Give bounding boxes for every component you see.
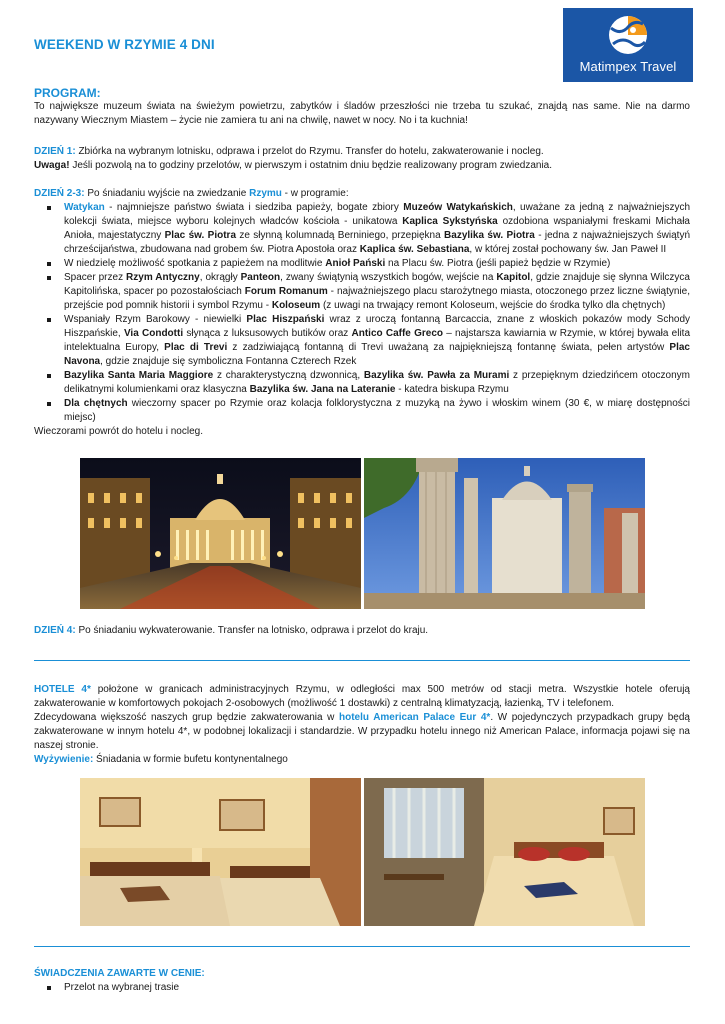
keyword: Kapitol [496, 272, 531, 283]
keyword: Bazylika Santa Maria Maggiore [64, 370, 214, 381]
keyword: Bazylika św. Pawła za Murami [363, 370, 510, 381]
page-title: WEEKEND W RZYMIE 4 DNI [34, 37, 215, 52]
keyword: Dla chętnych [64, 398, 128, 409]
photo-hotel-room-2 [364, 778, 645, 926]
day23-list [64, 201, 690, 425]
hotel-text: . W pojedynczych przypadkach grupy będą zakwaterowane w innym hotelu 4*, w podobnej lokalizacji i standardzie. W przypadku hotelu innego niż American Palace, informacja pojawi się na naszej stronie. [34, 712, 690, 751]
logo-text: Matimpex Travel [579, 59, 677, 74]
keyword: Plac di Trevi [164, 342, 228, 353]
hotel-room-twin-illustration [80, 778, 361, 926]
city-name: Rzymu [249, 188, 282, 199]
keyword: Panteon [240, 272, 281, 283]
note-text: Jeśli pozwolą na to godziny przelotów, w pierwszym i ostatnim dniu będzie realizowany program zwiedzania. [69, 160, 553, 171]
photo-roman-forum [364, 458, 645, 609]
text: - najmniejsze państwo świata i siedziba papieży, bogate zbiory [104, 202, 404, 213]
keyword: Plac św. Piotra [164, 230, 237, 241]
text: - jedna z najważniejszych świątyń chrześcijaństwa, zbudowana nad grobem św. Piotra Apostoła oraz [64, 230, 691, 255]
hotel-text: Zdecydowana większość naszych grup będzie zakwaterowania w [34, 712, 339, 723]
list-item [64, 201, 690, 257]
day23-evening: Wieczorami powrót do hotelu i nocleg. [34, 426, 203, 437]
keyword: Plac Navona [64, 342, 690, 367]
meals-text: Śniadania w formie bufetu kontynentalnego [93, 754, 288, 765]
program-section [34, 86, 690, 128]
keyword: Rzym Antyczny [126, 272, 200, 283]
day23-intro-text: Po śniadaniu wyjście na zwiedzanie [84, 188, 250, 199]
hotel-paragraph-2 [34, 711, 690, 753]
text: z zadziwiającą fontanną di Trevi uważaną za najpiękniejszą fontannę świata, pełen artystów [227, 342, 670, 353]
roman-forum-illustration [364, 458, 645, 609]
text: , w której został pochowany św. Jan Paweł II [469, 244, 667, 255]
program-intro: To największe muzeum świata na świeżym powietrzu, zabytków i śladów przeszłości nie trzeba tu szukać, znajdą nas same. Nie na darmo nazywany Wiecznym Miastem – życie nie zamiera tu ani na chwilę, nawet w nocy. No i ta kuchnia! [34, 101, 690, 126]
list-item [64, 397, 690, 425]
included-heading: ŚWIADCZENIA ZAWARTE W CENIE: [34, 968, 205, 979]
keyword: Watykan [64, 202, 105, 213]
hotel-label: HOTELE 4* [34, 684, 91, 695]
divider [34, 946, 690, 947]
list-item [64, 257, 690, 271]
list-item [64, 313, 690, 369]
day1-text: Zbiórka na wybranym lotnisku, odprawa i przelot do Rzymu. Transfer do hotelu, zakwaterowanie i nocleg. [75, 146, 544, 157]
text: słynąca z luksusowych butików oraz [183, 328, 352, 339]
included-list [64, 981, 690, 995]
text: - katedra biskupa Rzymu [395, 384, 509, 395]
list-item [64, 271, 690, 313]
day4-text: Po śniadaniu wykwaterowanie. Transfer na lotnisko, odprawa i przelot do kraju. [75, 625, 429, 636]
keyword: Via Condotti [123, 328, 184, 339]
text: Wspaniały Rzym Barokowy - niewielki [64, 314, 247, 325]
text: (z uwagi na trwający remont Koloseum, wejście do środka tylko dla chętnych) [320, 300, 666, 311]
text: - najważniejszego placu starożytnego miasta, otoczonego przez liczne świątynie, przejście pod pomnik historii i symbol Rzymu - [64, 286, 690, 311]
text: , gdzie znajduje się symboliczna Fontanna Czterech Rzek [100, 356, 357, 367]
hotel-name: hotelu American Palace Eur 4* [338, 712, 491, 723]
meals-line [34, 753, 690, 767]
text: Spacer przez [64, 272, 127, 283]
hotel-section [34, 683, 690, 767]
text: ze słynną kolumnadą Berniniego, przepiękna [236, 230, 445, 241]
st-peters-night-illustration [80, 458, 361, 609]
text: , zwany świątynią wszystkich bogów, wejście na [280, 272, 497, 283]
day23-intro [34, 187, 690, 201]
photo-st-peters-night [80, 458, 361, 609]
day4-section [34, 624, 690, 638]
keyword: Muzeów Watykańskich [403, 202, 513, 213]
day23-intro-tail: - w programie: [281, 188, 349, 199]
day1-paragraph [34, 145, 690, 159]
day1-label: DZIEŃ 1: [34, 146, 76, 157]
list-item [64, 369, 690, 397]
day23-label: DZIEŃ 2-3: [34, 188, 85, 199]
day4-paragraph [34, 624, 690, 638]
hotel-text: położone w granicach administracyjnych Rzymu, w odległości max 500 metrów od stacji metra. Wszystkie hotele oferują zakwaterowanie w komfortowych pokojach 2-osobowych (możliwość 1 dostawki) z centralną klimatyzacją, łazienką, TV i telefonem. [34, 684, 690, 709]
keyword: Forum Romanum [244, 286, 328, 297]
program-heading: PROGRAM: [34, 86, 101, 100]
text: ozdobiona wspaniałymi freskami Michała Anioła, majestatyczny [64, 216, 690, 241]
meals-label: Wyżywienie: [34, 754, 94, 765]
included-section [34, 967, 690, 995]
globe-logo-icon [607, 14, 649, 56]
text: wraz z uroczą fontanną Barcaccia, znane z włoskich pokazów mody Schody Hiszpańskie, [64, 314, 691, 339]
hotel-room-double-illustration [364, 778, 645, 926]
text: , uważane za jedną z najważniejszych kolekcji świata, miejsce wyboru kolejnych władców kościoła - unikatowa [64, 202, 691, 227]
keyword: Bazylika św. Jana na Lateranie [249, 384, 396, 395]
day23-section [34, 187, 690, 439]
list-item: Przelot na wybranej trasie [64, 981, 690, 995]
text: z przepięknym dziedzińcem otoczonym delikatnymi kolumienkami oraz klasyczna [64, 370, 690, 395]
keyword: Bazylika św. Piotra [444, 230, 535, 241]
text: – najstarsza kawiarnia w Rzymie, w której bywała elita intelektualna Europy, [64, 328, 691, 353]
divider [34, 660, 690, 661]
keyword: Plac Hiszpański [246, 314, 325, 325]
day1-section [34, 145, 690, 173]
keyword: Kaplica św. Sebastiana [359, 244, 470, 255]
photo-hotel-room-1 [80, 778, 361, 926]
day1-note [34, 159, 690, 173]
note-label: Uwaga! [34, 160, 70, 171]
hotel-paragraph-1 [34, 683, 690, 711]
keyword: Antico Caffe Greco [351, 328, 443, 339]
keyword: Kaplica Sykstyńska [402, 216, 498, 227]
text: , okrągły [199, 272, 241, 283]
text: wieczorny spacer po Rzymie oraz kolacja folklorystyczna z muzyką na żywo i włoskim winem (30 €, w miarę dostępności miejsc) [64, 398, 690, 423]
keyword: Koloseum [271, 300, 321, 311]
company-logo [563, 8, 693, 82]
text: na Placu św. Piotra (jeśli papież będzie w Rzymie) [385, 258, 611, 269]
text: W niedzielę możliwość spotkania z papieżem na modlitwie [64, 258, 326, 269]
text: , gdzie znajduje się słynna Wilczyca Kapitolińska, spacer po pozostałościach [64, 272, 690, 297]
text: z charakterystyczną dzwonnicą, [213, 370, 364, 381]
keyword: Anioł Pański [325, 258, 386, 269]
day4-label: DZIEŃ 4: [34, 625, 76, 636]
